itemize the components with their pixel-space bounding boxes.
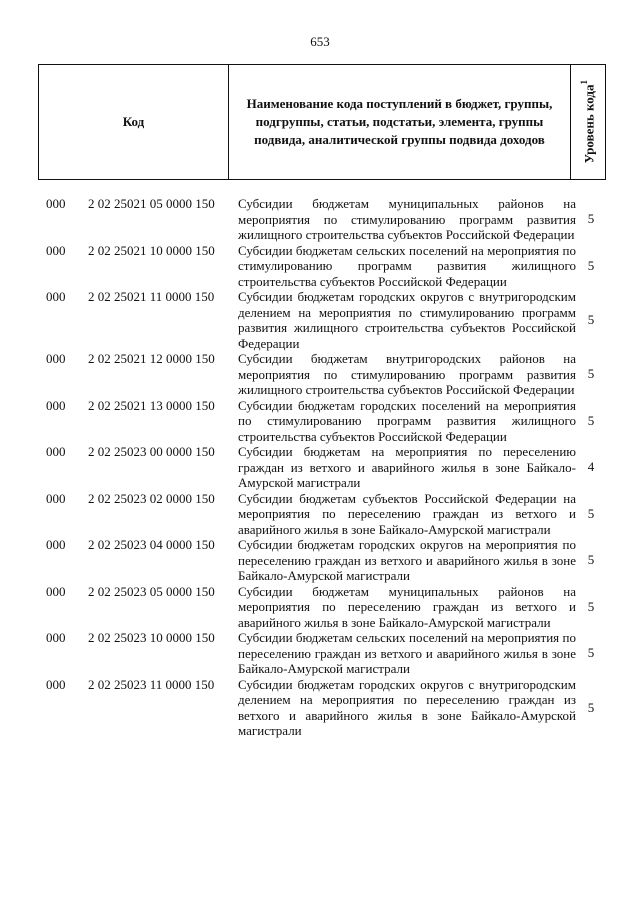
row-admin-code: 000 [46, 676, 66, 692]
header-level-footnote: 1 [578, 80, 589, 85]
row-admin-code: 000 [46, 630, 66, 645]
row-admin-code: 000 [46, 444, 66, 459]
row-revenue-name: Субсидии бюджетам городских округов с внутригородским делением на мероприятия по стимулированию программ развития жилищного строительства субъектов Российской Федерации [238, 289, 576, 351]
row-revenue-name: Субсидии бюджетам сельских поселений на мероприятия по стимулированию программ развития жилищного строительства субъектов Российской Федерации [238, 242, 576, 289]
row-code-level: 5 [587, 699, 595, 715]
table-body [38, 196, 606, 739]
row-revenue-code: 2 02 25021 10 0000 150 [88, 242, 215, 258]
table-row [38, 677, 606, 739]
row-revenue-code: 2 02 25021 13 0000 150 [88, 397, 215, 413]
row-revenue-code: 2 02 25021 11 0000 150 [88, 289, 215, 304]
row-admin-code: 000 [46, 242, 66, 258]
row-revenue-name: Субсидии бюджетам городских поселений на мероприятия по стимулированию программ развития жилищного строительства субъектов Российской Федерации [238, 397, 576, 444]
row-revenue-code: 2 02 25023 00 0000 150 [88, 444, 215, 459]
table-row [38, 584, 606, 631]
table-row [38, 243, 606, 290]
row-code-level: 5 [587, 505, 595, 521]
row-revenue-code: 2 02 25023 04 0000 150 [88, 537, 215, 552]
header-level [579, 80, 597, 163]
row-revenue-name: Субсидии бюджетам муниципальных районов на мероприятия по переселению граждан из ветхого и аварийного жилья в зоне Байкало-Амурской магистрали [238, 583, 576, 630]
row-admin-code: 000 [46, 397, 66, 413]
table-row [38, 491, 606, 538]
row-revenue-name: Субсидии бюджетам городских округов на мероприятия по переселению граждан из ветхого и аварийного жилья в зоне Байкало-Амурской магистрали [238, 537, 576, 583]
row-admin-code: 000 [46, 583, 66, 599]
table-row [38, 398, 606, 445]
row-code-level: 5 [587, 366, 595, 382]
row-admin-code: 000 [46, 351, 66, 366]
table-row [38, 630, 606, 677]
row-revenue-code: 2 02 25023 10 0000 150 [88, 630, 215, 645]
row-revenue-code: 2 02 25023 11 0000 150 [88, 676, 215, 692]
table-row [38, 289, 606, 351]
row-code-level: 5 [587, 211, 595, 227]
row-revenue-name: Субсидии бюджетам городских округов с внутригородским делением на мероприятия по переселению граждан из ветхого и аварийного жилья в зоне Байкало-Амурской магистрали [238, 676, 576, 738]
header-name: Наименование кода поступлений в бюджет, группы, подгруппы, статьи, подстатьи, элемента, группы подвида, аналитической группы подвида доходов [229, 65, 571, 179]
row-revenue-name: Субсидии бюджетам на мероприятия по переселению граждан из ветхого и аварийного жилья в зоне Байкало-Амурской магистрали [238, 444, 576, 490]
table-row [38, 196, 606, 243]
row-code-level: 5 [587, 412, 595, 428]
row-revenue-name: Субсидии бюджетам субъектов Российской Федерации на мероприятия по переселению граждан из ветхого и аварийного жилья в зоне Байкало-Амурской магистрали [238, 490, 576, 537]
row-code-level: 5 [587, 312, 595, 327]
table-row [38, 444, 606, 491]
row-admin-code: 000 [46, 289, 66, 304]
header-level-cell [571, 65, 605, 179]
page-number: 653 [310, 34, 330, 49]
row-admin-code: 000 [46, 490, 66, 506]
row-revenue-name: Субсидии бюджетам сельских поселений на мероприятия по переселению граждан из ветхого и аварийного жилья в зоне Байкало-Амурской магистрали [238, 630, 576, 676]
table-row [38, 537, 606, 584]
row-admin-code: 000 [46, 196, 66, 211]
table-row [38, 351, 606, 398]
header-code: Код [39, 65, 229, 179]
row-revenue-code: 2 02 25023 02 0000 150 [88, 490, 215, 506]
row-revenue-code: 2 02 25023 05 0000 150 [88, 583, 215, 599]
row-revenue-code: 2 02 25021 05 0000 150 [88, 196, 215, 211]
row-code-level: 4 [587, 459, 595, 475]
row-revenue-name: Субсидии бюджетам муниципальных районов на мероприятия по стимулированию программ развития жилищного строительства субъектов Российской Федерации [238, 196, 576, 242]
row-revenue-code: 2 02 25021 12 0000 150 [88, 351, 215, 366]
row-admin-code: 000 [46, 537, 66, 552]
row-revenue-name: Субсидии бюджетам внутригородских районов на мероприятия по стимулированию программ развития жилищного строительства субъектов Российской Федерации [238, 351, 576, 397]
row-code-level: 5 [587, 257, 595, 273]
table-header [38, 64, 606, 180]
row-code-level: 5 [587, 598, 595, 614]
row-code-level: 5 [587, 645, 595, 661]
header-level-label: Уровень кода [581, 84, 597, 164]
row-code-level: 5 [587, 552, 595, 568]
